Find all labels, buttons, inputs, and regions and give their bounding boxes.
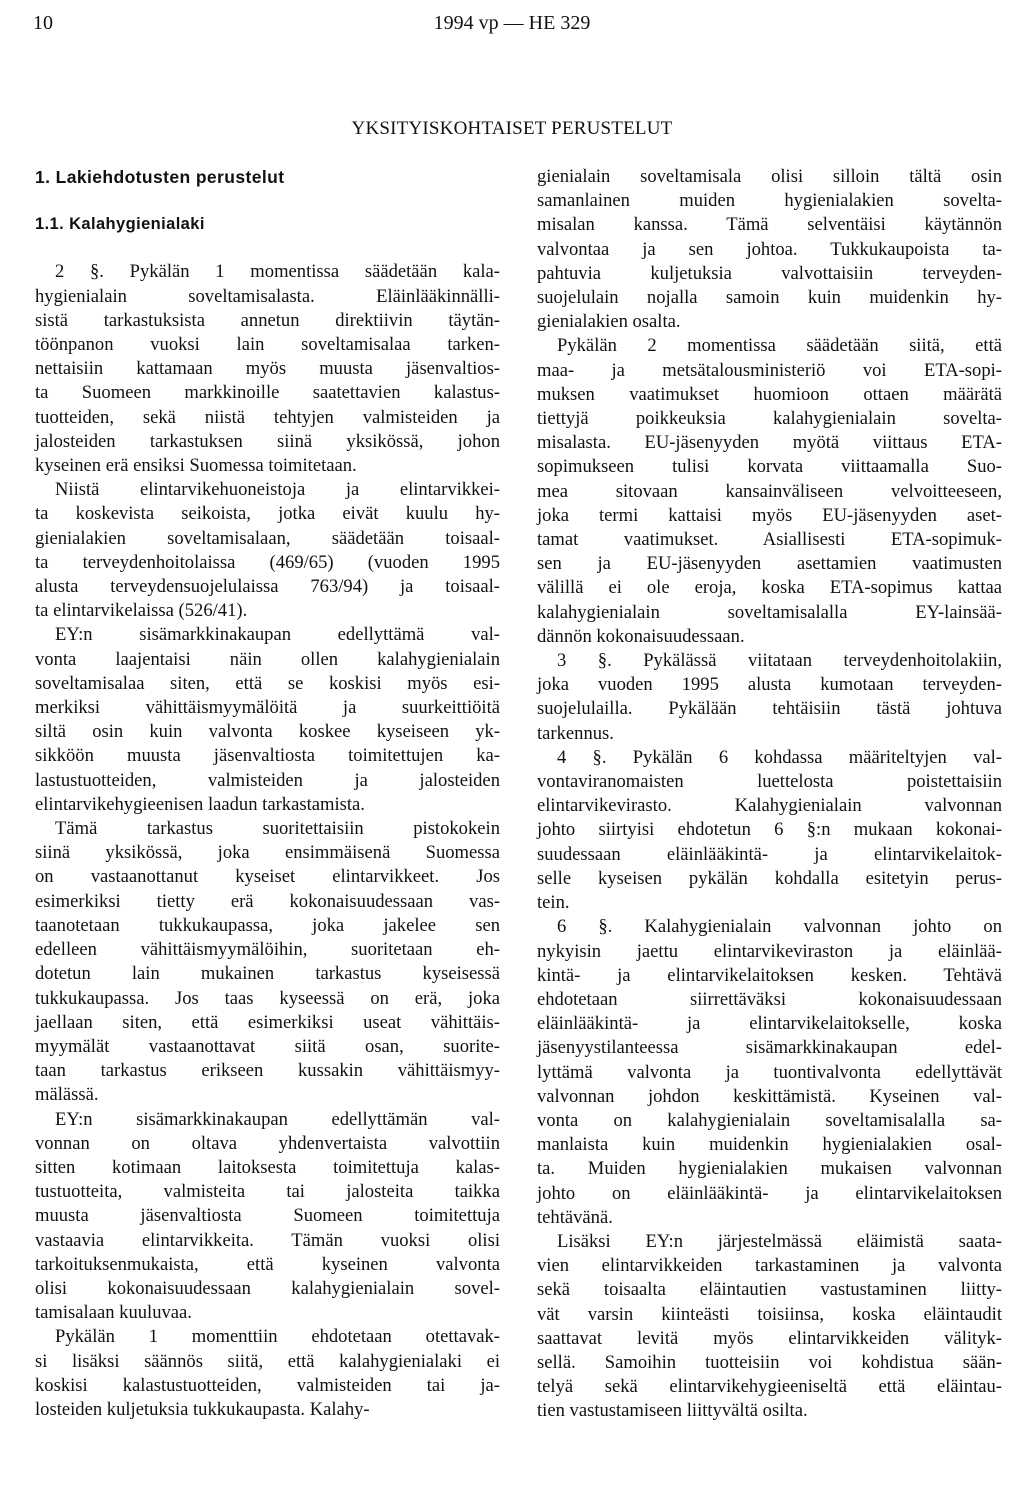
text-line: misalan kanssa. Tämä selventäisi käytännön	[537, 214, 1002, 236]
text-line: koskisi kalastustuotteiden, valmisteiden tai ja-	[35, 1374, 500, 1396]
text-line: lyttämä valvonta ja tuontivalvonta edellyttävät	[537, 1061, 1002, 1083]
text-line: gienialain soveltamisala olisi silloin tältä osin	[537, 166, 1002, 187]
text-line: ta elintarvikelaissa (526/41).	[35, 600, 248, 622]
text-line: vonta laajentaisi näin ollen kalahygienialain	[35, 648, 500, 670]
document-reference: 1994 vp — HE 329	[433, 12, 591, 34]
heading-kalahygienialaki: 1.1. Kalahygienialaki	[35, 215, 205, 234]
text-line: Pykälän 2 momentissa säädetään siitä, että	[557, 335, 1002, 357]
text-line: mea sitovaan kansainväliseen velvoitteeseen,	[537, 480, 1002, 502]
text-line: soveltamisalaa siten, että se koskisi myös esi-	[35, 672, 500, 694]
text-line: suudessaan eläinlääkintä- ja elintarvikelaitok-	[537, 843, 1002, 865]
text-line: 2 §. Pykälän 1 momentissa säädetään kala-	[55, 261, 500, 283]
text-line: sikköön muusta jäsenvaltiosta toimitettujen ka-	[35, 745, 500, 767]
text-line: sitten kotimaan laitoksesta toimitettuja kalas-	[35, 1156, 500, 1178]
text-line: alusta terveydensuojelulaissa 763/94) ja toisaal-	[35, 576, 500, 598]
text-line: johto on eläinlääkintä- ja elintarvikelaitoksen	[537, 1182, 1002, 1204]
text-line: joka termi kattaisi myös EU-jäsenyyden aset-	[537, 504, 1002, 526]
text-line: Lisäksi EY:n järjestelmässä eläimistä saata-	[557, 1230, 1002, 1252]
text-line: vonta on kalahygienialain soveltamisalalla sa-	[537, 1109, 1002, 1131]
left-paragraph	[35, 478, 500, 623]
text-line: pahtuvia kuljetuksia valvottaisiin terveyden-	[537, 262, 1002, 284]
section-title: YKSITYISKOHTAISET PERUSTELUT	[351, 118, 673, 139]
text-line: ta Suomeen markkinoille saatettavien kalastus-	[35, 382, 500, 404]
text-line: EY:n sisämarkkinakaupan edellyttämän val-	[55, 1108, 500, 1130]
text-line: esimerkiksi tietty erä kokonaisuudessaan vas-	[35, 890, 500, 912]
text-line: muksen vaatimukset huomioon ottaen määrätä	[537, 383, 1002, 405]
right-column	[537, 165, 1002, 1424]
text-line: vastaavia elintarvikkeita. Tämän vuoksi olisi	[35, 1229, 500, 1251]
text-line: jaellaan siten, että esimerkiksi useat vähittäis-	[35, 1011, 500, 1033]
text-line: tuotteiden, sekä niistä tehtyjen valmisteiden ja	[35, 406, 500, 428]
text-line: valvontaa ja sen johtoa. Tukkukaupoista ta-	[537, 238, 1002, 260]
text-line: sen ja EU-jäsenyyden asettamien vaatimusten	[537, 553, 1002, 575]
text-line: vontaviranomaisten luettelosta poistettaisiin	[537, 771, 1002, 793]
text-line: elintarvikevirasto. Kalahygienialain valvonnan	[537, 795, 1002, 817]
text-line: joka vuoden 1995 alusta kumotaan terveyden-	[537, 674, 1002, 696]
text-line: tamisalaan kuuluvaa.	[35, 1302, 192, 1324]
text-line: dännön kokonaisuudessaan.	[537, 625, 745, 647]
text-line: suojelulain nojalla samoin kuin muidenkin hy-	[537, 287, 1002, 309]
text-line: kyseinen erä ensiksi Suomessa toimitetaan.	[35, 455, 357, 477]
text-line: tustuotteita, valmisteita tai jalosteita taikka	[35, 1181, 500, 1203]
text-line: tein.	[537, 892, 570, 914]
text-line: tien vastustamiseen liittyvältä osilta.	[537, 1400, 808, 1422]
page-number: 10	[33, 12, 53, 34]
text-line: 3 §. Pykälässä viitataan terveydenhoitolakiin,	[557, 650, 1002, 672]
text-line: myymälät vastaanottavat siitä osan, suorite-	[35, 1035, 500, 1057]
text-line: ta. Muiden hygienialakien mukaisen valvonnan	[537, 1158, 1002, 1180]
right-paragraph	[537, 1230, 1002, 1424]
text-line: samanlainen muiden hygienialakien sovelta-	[537, 190, 1002, 212]
right-paragraph	[537, 165, 1002, 334]
right-paragraph	[537, 649, 1002, 746]
text-line: eläinlääkintä- ja elintarvikelaitokselle, koska	[537, 1013, 1002, 1035]
text-line: taan tarkastus erikseen kussakin vähittäismyy-	[35, 1060, 500, 1082]
text-line: jäsenyystilanteessa sisämarkkinakaupan edel-	[537, 1037, 1002, 1059]
text-line: lastustuotteiden, valmisteiden ja jalosteiden	[35, 769, 500, 791]
text-line: maa- ja metsätalousministeriö voi ETA-sopi-	[537, 359, 1002, 381]
text-line: elintarvikehygieenisen laadun tarkastamista.	[35, 793, 365, 815]
text-line: tarkoituksenmukaista, että kyseinen valvonta	[35, 1253, 500, 1275]
text-line: Pykälän 1 momenttiin ehdotetaan otettavak-	[55, 1326, 500, 1348]
text-line: johto siirtyisi ehdotetun 6 §:n mukaan kokonai-	[537, 819, 1002, 841]
text-line: valvonnan johdon keskittämistä. Kyseinen val-	[537, 1085, 1002, 1107]
text-line: suojelulailla. Pykälään tehtäisiin tästä johtuva	[537, 698, 1002, 720]
text-line: ehdotetaan siirrettäväksi kokonaisuudessaan	[537, 988, 1002, 1010]
text-line: nykyisin jaettu elintarvikeviraston ja eläinlää-	[537, 940, 1002, 962]
text-line: taanotetaan tukkukaupassa, joka jakelee sen	[35, 914, 500, 936]
text-line: vien elintarvikkeiden tarkastaminen ja valvonta	[537, 1255, 1002, 1277]
text-line: ta terveydenhoitolaissa (469/65) (vuoden 1995	[35, 551, 500, 573]
left-paragraph	[35, 1108, 500, 1326]
text-line: töönpanon vuoksi lain soveltamisalaa tarken-	[35, 334, 500, 356]
text-line: tehtävänä.	[537, 1206, 613, 1228]
left-paragraph	[35, 623, 500, 817]
left-paragraph	[35, 817, 500, 1107]
text-line: selle kyseisen pykälän kohdalla esitetyin perus-	[537, 867, 1002, 889]
right-paragraph	[537, 334, 1002, 649]
text-line: manlaista kuin muidenkin hygienialakien osal-	[537, 1134, 1002, 1156]
text-line: välillä ei ole eroja, koska ETA-sopimus kattaa	[537, 577, 1002, 599]
right-paragraph	[537, 915, 1002, 1230]
text-line: EY:n sisämarkkinakaupan edellyttämä val-	[55, 624, 500, 646]
text-line: merkiksi vähittäismyymälöitä ja suurkeittiöitä	[35, 697, 500, 719]
text-line: on vastaanottanut kyseiset elintarvikkeet. Jos	[35, 866, 500, 888]
left-paragraph	[35, 260, 500, 478]
text-line: si lisäksi säännös siitä, että kalahygienialaki ei	[35, 1350, 500, 1372]
text-line: kintä- ja elintarvikelaitoksen kesken. Tehtävä	[537, 964, 1002, 986]
text-line: tarkennus.	[537, 722, 614, 744]
text-line: jalosteiden tarkastuksen siinä yksikössä, johon	[35, 430, 500, 452]
text-line: tamat vaatimukset. Asiallisesti ETA-sopimuk-	[537, 529, 1002, 551]
right-paragraph	[537, 746, 1002, 915]
text-line: tiettyjä poikkeuksia kalahygienialain sovelta-	[537, 408, 1002, 430]
text-line: 4 §. Pykälän 6 kohdassa määriteltyjen val-	[557, 746, 1002, 768]
text-line: saattavat levitä myös elintarvikkeiden välityk-	[537, 1327, 1002, 1349]
text-line: nettaisiin kattamaan myös muusta jäsenvaltios-	[35, 358, 500, 380]
heading-lakiehdotusten-perustelut: 1. Lakiehdotusten perustelut	[35, 167, 285, 187]
text-line: sekä toisaalta eläintautien vastustaminen liitty-	[537, 1279, 1002, 1301]
text-line: gienialakien soveltamisalaan, säädetään toisaal-	[35, 527, 500, 549]
text-line: telyä sekä elintarvikehygieeniseltä että eläintau-	[537, 1376, 1002, 1398]
text-line: olisi kokonaisuudessaan kalahygienialain sovel-	[35, 1277, 500, 1299]
text-line: hygienialain soveltamisalasta. Eläinlääkinnälli-	[35, 285, 500, 307]
text-line: Niistä elintarvikehuoneistoja ja elintarvikkei-	[55, 479, 500, 501]
text-line: sistä tarkastuksista annetun direktiivin täytän-	[35, 309, 500, 331]
text-line: ta koskevista seikoista, jotka eivät kuulu hy-	[35, 503, 500, 525]
text-line: vät varsin kiinteästi toisiinsa, koska eläintaudit	[537, 1303, 1002, 1325]
text-line: 6 §. Kalahygienialain valvonnan johto on	[557, 916, 1002, 938]
text-line: Tämä tarkastus suoritettaisiin pistokokein	[55, 818, 500, 840]
left-column	[35, 165, 500, 1422]
text-line: losteiden kuljetuksia tukkukaupasta. Kalahy-	[35, 1398, 370, 1420]
text-line: kalahygienialain soveltamisalalla EY-lainsää-	[537, 601, 1002, 623]
text-line: sopimukseen tulisi korvata viittaamalla Suo-	[537, 456, 1002, 478]
text-line: siinä yksikössä, joka ensimmäisenä Suomessa	[35, 842, 500, 864]
text-line: edelleen vähittäismyymälöihin, suoritetaan eh-	[35, 939, 500, 961]
text-line: muusta jäsenvaltiosta Suomeen toimitettuja	[35, 1205, 500, 1227]
left-paragraphs	[35, 260, 500, 1422]
text-line: gienialakien osalta.	[537, 311, 681, 333]
left-paragraph	[35, 1325, 500, 1422]
text-line: sellä. Samoihin tuotteisiin voi kohdistua sään-	[537, 1351, 1002, 1373]
text-line: misalasta. EU-jäsenyyden myötä viittaus ETA-	[537, 432, 1002, 454]
text-line: dotetun lain mukainen tarkastus kyseisessä	[35, 963, 500, 985]
text-line: tukkukaupassa. Jos taas kyseessä on erä, joka	[35, 987, 500, 1009]
text-line: siltä osin kuin valvonta koskee kyseiseen yk-	[35, 721, 500, 743]
text-line: vonnan on oltava yhdenvertaista valvottiin	[35, 1132, 500, 1154]
text-line: mälässä.	[35, 1084, 99, 1106]
right-paragraphs	[537, 165, 1002, 1424]
